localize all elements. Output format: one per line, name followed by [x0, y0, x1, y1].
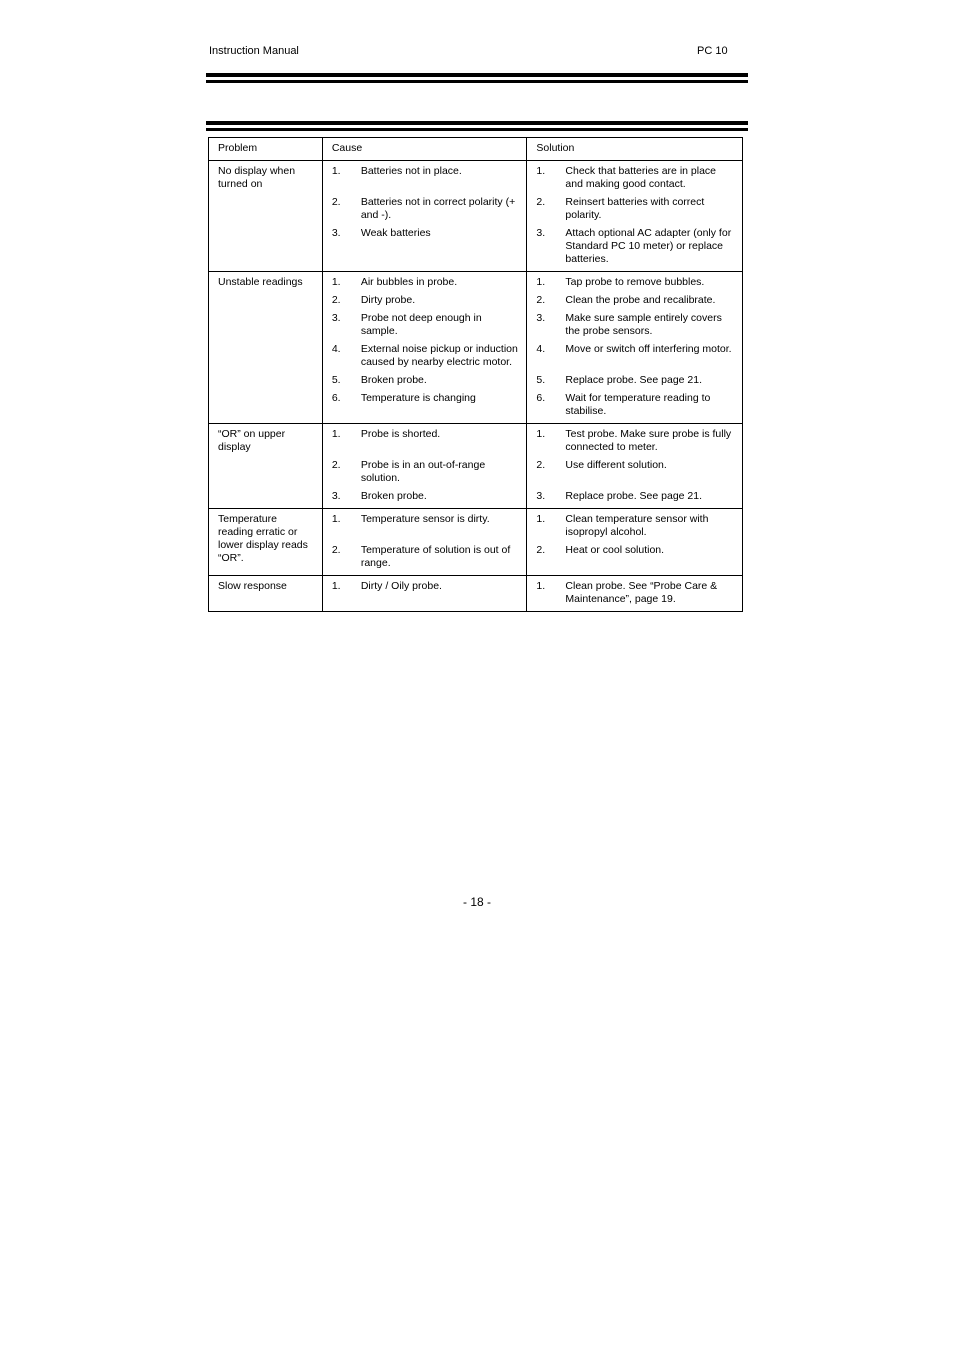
header-right: PC 10: [697, 45, 728, 57]
cause-text: Batteries not in place.: [360, 165, 462, 177]
solution-list-item: [536, 544, 734, 570]
solution-cell: [527, 509, 743, 576]
solution-number: 4.: [536, 343, 546, 355]
cause-number: 4.: [331, 343, 341, 355]
solution-cell: [527, 272, 743, 424]
table-row: [209, 576, 743, 612]
solution-number: 1.: [536, 276, 546, 288]
solution-text: Reinsert batteries with correct polarity.: [565, 196, 705, 221]
solution-number: 2.: [536, 459, 546, 471]
solution-list-item: [536, 165, 734, 191]
solution-text: Tap probe to remove bubbles.: [565, 276, 705, 288]
solution-text: Wait for temperature reading to stabilise.: [565, 392, 711, 417]
header-left: Instruction Manual: [209, 45, 299, 57]
cause-text: Probe is shorted.: [360, 428, 441, 440]
cause-number: 6.: [331, 392, 341, 404]
cause-number: 2.: [331, 544, 341, 556]
solution-list-item: [536, 459, 734, 485]
table-row: [209, 161, 743, 272]
cause-text: Temperature sensor is dirty.: [360, 513, 490, 525]
solution-list-item: [536, 490, 734, 503]
solution-text: Make sure sample entirely covers the probe sensors.: [565, 312, 722, 337]
header-rule-thin: [206, 80, 748, 83]
cause-number: 3.: [331, 490, 341, 502]
cause-list-item: [332, 294, 519, 307]
table-row: [209, 272, 743, 424]
solution-text: Attach optional AC adapter (only for Standard PC 10 meter) or replace batteries.: [565, 227, 732, 265]
cause-text: Dirty probe.: [360, 294, 416, 306]
table-row: [209, 509, 743, 576]
cause-text: Air bubbles in probe.: [360, 276, 458, 288]
cause-text: Probe is in an out-of-range solution.: [360, 459, 486, 484]
cause-cell: [322, 509, 527, 576]
solution-list-item: [536, 276, 734, 289]
solution-number: 2.: [536, 544, 546, 556]
solution-number: 5.: [536, 374, 546, 386]
solution-list-item: [536, 294, 734, 307]
solution-number: 1.: [536, 428, 546, 440]
solution-cell: [527, 424, 743, 509]
solution-text: Clean probe. See “Probe Care & Maintenance”, page 19.: [565, 580, 718, 605]
solution-cell: [527, 161, 743, 272]
solution-number: 6.: [536, 392, 546, 404]
cause-cell: [322, 272, 527, 424]
solution-text: Move or switch off interfering motor.: [565, 343, 732, 355]
solution-list-item: [536, 513, 734, 539]
solution-cell: [527, 576, 743, 612]
column-header-solution: Solution: [527, 138, 743, 161]
cause-number: 2.: [331, 294, 341, 306]
cause-list-item: [332, 580, 519, 606]
column-header-problem: Problem: [209, 138, 323, 161]
solution-text: Test probe. Make sure probe is fully connected to meter.: [565, 428, 732, 453]
solution-text: Use different solution.: [565, 459, 667, 471]
solution-list-item: [536, 580, 734, 606]
cause-number: 1.: [331, 276, 341, 288]
section-rule-thin: [206, 128, 748, 131]
cause-list-item: [332, 276, 519, 289]
cause-number: 1.: [331, 513, 341, 525]
cause-list-item: [332, 459, 519, 485]
cause-number: 1.: [331, 580, 341, 592]
solution-number: 1.: [536, 580, 546, 592]
cause-list-item: [332, 544, 519, 570]
solution-list-item: [536, 428, 734, 454]
solution-number: 2.: [536, 294, 546, 306]
cause-text: Temperature of solution is out of range.: [360, 544, 511, 569]
problem-cell: “OR” on upper display: [209, 424, 323, 509]
cause-text: Dirty / Oily probe.: [360, 580, 442, 592]
page-number: - 18 -: [462, 895, 491, 909]
cause-list-item: [332, 196, 519, 222]
solution-number: 3.: [536, 490, 546, 502]
cause-text: Batteries not in correct polarity (+ and -).: [360, 196, 516, 221]
cause-cell: [322, 576, 527, 612]
solution-list-item: [536, 392, 734, 418]
cause-number: 1.: [331, 428, 341, 440]
solution-number: 3.: [536, 312, 546, 324]
cause-text: Temperature is changing: [360, 392, 476, 404]
cause-list-item: [332, 392, 519, 418]
solution-list-item: [536, 343, 734, 369]
solution-text: Heat or cool solution.: [565, 544, 665, 556]
solution-list-item: [536, 196, 734, 222]
solution-text: Replace probe. See page 21.: [565, 490, 703, 502]
column-header-cause: Cause: [322, 138, 527, 161]
cause-text: Broken probe.: [360, 490, 427, 502]
cause-list-item: [332, 374, 519, 387]
cause-cell: [322, 161, 527, 272]
cause-cell: [322, 424, 527, 509]
solution-text: Clean temperature sensor with isopropyl alcohol.: [565, 513, 709, 538]
section-rule-thick: [206, 121, 748, 125]
cause-list-item: [332, 227, 519, 266]
cause-number: 3.: [331, 312, 341, 324]
solution-list-item: [536, 312, 734, 338]
table-row: [209, 424, 743, 509]
cause-number: 2.: [331, 459, 341, 471]
solution-text: Clean the probe and recalibrate.: [565, 294, 716, 306]
solution-list-item: [536, 374, 734, 387]
cause-list-item: [332, 513, 519, 539]
cause-list-item: [332, 165, 519, 191]
problem-cell: No display when turned on: [209, 161, 323, 272]
solution-text: Replace probe. See page 21.: [565, 374, 703, 386]
solution-list-item: [536, 227, 734, 266]
problem-cell: Slow response: [209, 576, 323, 612]
problem-cell: Unstable readings: [209, 272, 323, 424]
header-rule-thick: [206, 73, 748, 77]
cause-number: 5.: [331, 374, 341, 386]
cause-list-item: [332, 312, 519, 338]
problem-cell: Temperature reading erratic or lower display reads “OR”.: [209, 509, 323, 576]
cause-number: 2.: [331, 196, 341, 208]
solution-text: Check that batteries are in place and making good contact.: [565, 165, 717, 190]
cause-number: 3.: [331, 227, 341, 239]
cause-list-item: [332, 428, 519, 454]
table-header-row: [209, 138, 743, 161]
cause-number: 1.: [331, 165, 341, 177]
cause-list-item: [332, 490, 519, 503]
cause-list-item: [332, 343, 519, 369]
cause-text: Weak batteries: [360, 227, 431, 239]
cause-text: Broken probe.: [360, 374, 427, 386]
cause-text: External noise pickup or induction caused by nearby electric motor.: [360, 343, 518, 368]
solution-number: 1.: [536, 513, 546, 525]
solution-number: 1.: [536, 165, 546, 177]
cause-text: Probe not deep enough in sample.: [360, 312, 482, 337]
solution-number: 3.: [536, 227, 546, 239]
troubleshooting-table: [208, 137, 743, 612]
solution-number: 2.: [536, 196, 546, 208]
